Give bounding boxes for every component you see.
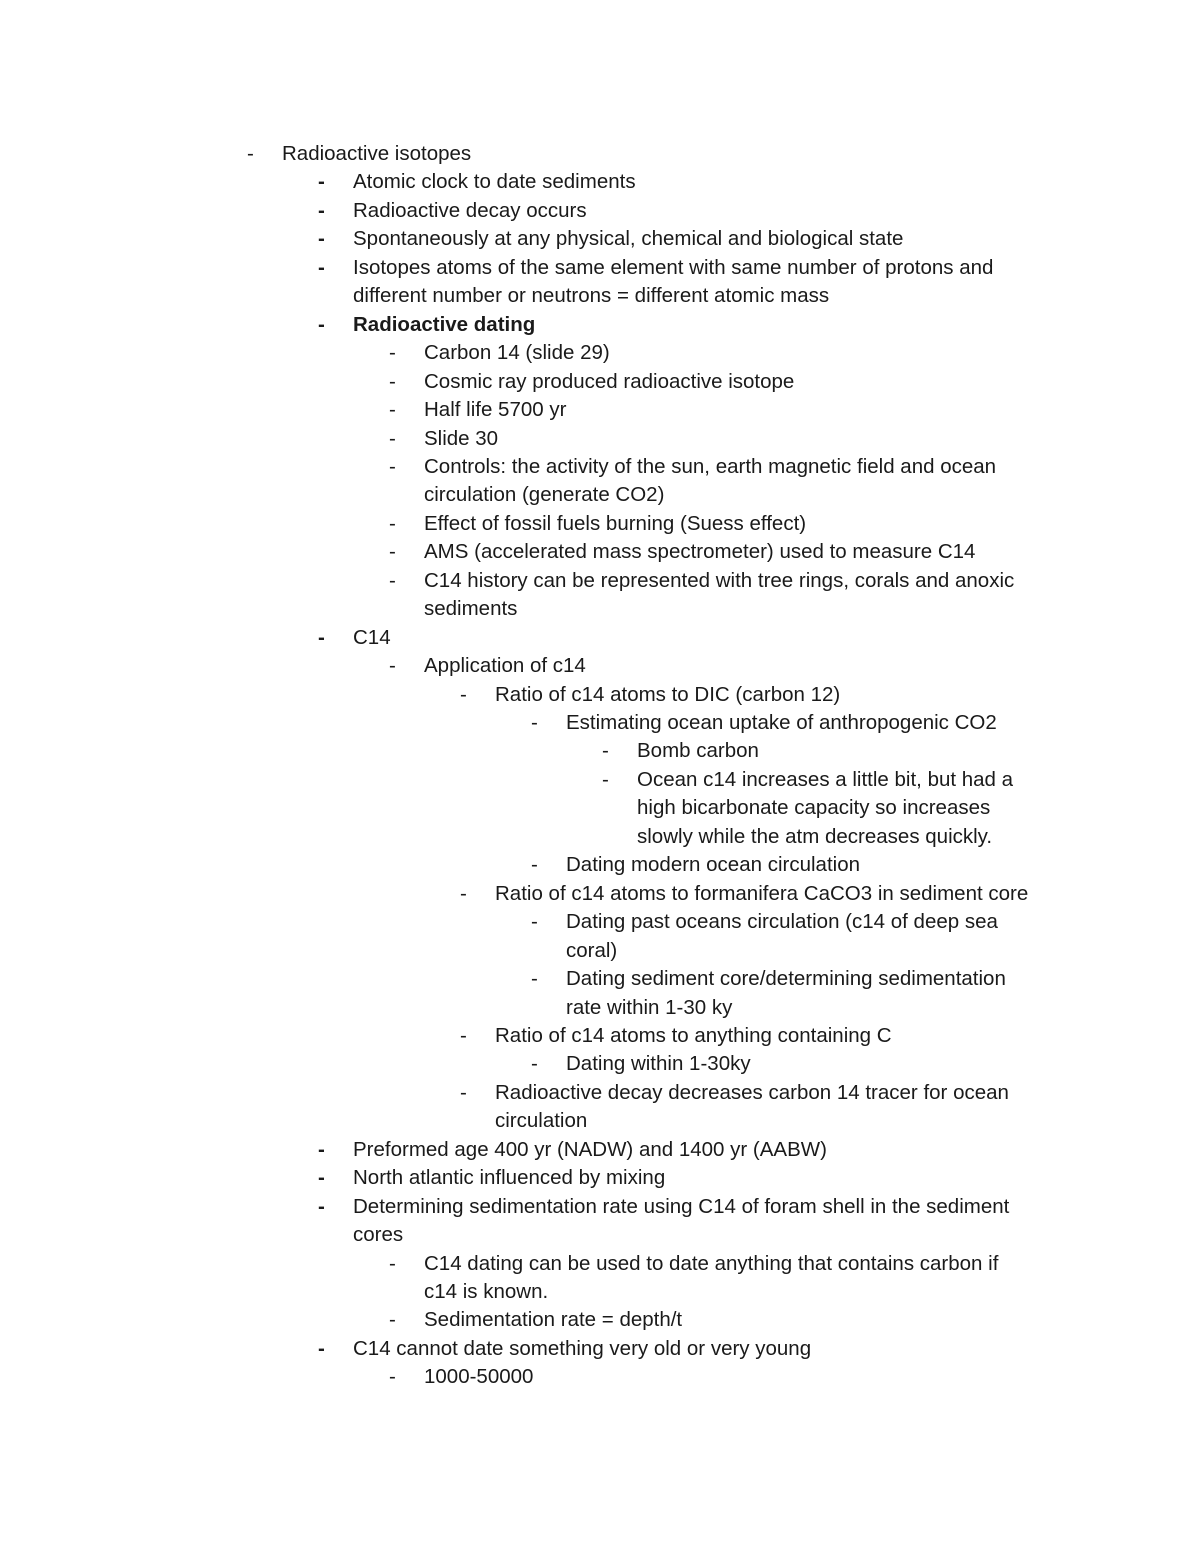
- bullet-dash: -: [318, 255, 325, 279]
- bullet-dash: -: [389, 1308, 396, 1332]
- list-item-text: sediments: [424, 597, 518, 621]
- bullet-dash: -: [389, 654, 396, 678]
- bullet-dash: -: [318, 1137, 325, 1161]
- bullet-dash: -: [389, 1365, 396, 1389]
- list-item-text: North atlantic influenced by mixing: [353, 1166, 666, 1190]
- list-item-text: circulation: [495, 1109, 588, 1133]
- bullet-dash: -: [318, 312, 325, 336]
- list-item-text: C14 dating can be used to date anything that contains carbon if: [424, 1251, 999, 1275]
- list-item-text: Dating past oceans circulation (c14 of deep sea: [566, 910, 998, 934]
- bullet-dash: -: [460, 1023, 467, 1047]
- list-item-text: Controls: the activity of the sun, earth magnetic field and ocean: [424, 454, 997, 478]
- bullet-dash: -: [389, 369, 396, 393]
- list-item-text: C14: [353, 625, 391, 649]
- list-item-text: high bicarbonate capacity so increases: [637, 796, 991, 820]
- list-item-text: coral): [566, 938, 618, 962]
- list-item-text: Atomic clock to date sediments: [353, 170, 636, 194]
- list-item-text: Ratio of c14 atoms to formanifera CaCO3 in sediment core: [495, 881, 1029, 905]
- list-item-text: Application of c14: [424, 654, 586, 678]
- bullet-dash: -: [531, 1052, 538, 1076]
- bullet-dash: -: [460, 881, 467, 905]
- bullet-dash: -: [531, 853, 538, 877]
- list-item-text: Ratio of c14 atoms to anything containing C: [495, 1023, 892, 1047]
- list-item-text: rate within 1-30 ky: [566, 995, 733, 1019]
- bullet-dash: -: [531, 711, 538, 734]
- bullet-dash: -: [531, 910, 538, 934]
- list-item-text: Dating sediment core/determining sedimentation: [566, 967, 1006, 991]
- list-item-text: C14 history can be represented with tree rings, corals and anoxic: [424, 568, 1015, 592]
- bullet-dash: -: [389, 398, 396, 422]
- bullet-dash: -: [460, 682, 467, 706]
- bullet-dash: -: [460, 1080, 467, 1104]
- bullet-dash: -: [389, 426, 396, 450]
- list-item-text: Ratio of c14 atoms to DIC (carbon 12): [495, 682, 841, 706]
- list-item-text: C14 cannot date something very old or very young: [353, 1336, 812, 1360]
- list-item-text: Spontaneously at any physical, chemical and biological state: [353, 227, 904, 251]
- list-item-text: Determining sedimentation rate using C14 of foram shell in the sediment: [353, 1194, 1010, 1218]
- bullet-dash: -: [531, 967, 538, 991]
- bullet-dash: -: [318, 198, 325, 222]
- list-item-text: Effect of fossil fuels burning (Suess effect): [424, 511, 807, 535]
- list-item-text: Preformed age 400 yr (NADW) and 1400 yr (AABW): [353, 1137, 827, 1161]
- list-item-text: Radioactive dating: [353, 312, 536, 336]
- bullet-dash: -: [389, 540, 396, 564]
- list-item-text: Dating within 1-30ky: [566, 1052, 751, 1076]
- list-item-text: Dating modern ocean circulation: [566, 853, 860, 877]
- bullet-dash: -: [318, 1166, 325, 1190]
- bullet-dash: -: [318, 1336, 325, 1360]
- bullet-dash: -: [389, 568, 396, 592]
- list-item-text: Radioactive decay occurs: [353, 198, 587, 222]
- list-item-text: c14 is known.: [424, 1280, 549, 1303]
- bullet-dash: -: [389, 454, 396, 478]
- list-item-text: AMS (accelerated mass spectrometer) used to measure C14: [424, 540, 976, 564]
- bullet-dash: -: [389, 511, 396, 535]
- list-item-text: Radioactive isotopes: [282, 142, 472, 165]
- list-item-text: 1000-50000: [424, 1365, 534, 1389]
- list-item-text: Cosmic ray produced radioactive isotope: [424, 369, 795, 393]
- list-item-text: Half life 5700 yr: [424, 398, 567, 422]
- bullet-dash: -: [602, 739, 609, 763]
- bullet-dash: -: [318, 227, 325, 251]
- bullet-dash: -: [318, 170, 325, 194]
- list-item-text: cores: [353, 1223, 404, 1247]
- list-item-text: Slide 30: [424, 426, 499, 450]
- bullet-dash: -: [318, 625, 325, 649]
- list-item-text: circulation (generate CO2): [424, 483, 665, 507]
- list-item-text: Carbon 14 (slide 29): [424, 341, 610, 365]
- bullet-dash: -: [602, 767, 609, 791]
- bullet-dash: -: [247, 142, 254, 165]
- list-item-text: slowly while the atm decreases quickly.: [637, 824, 993, 848]
- list-item-text: Estimating ocean uptake of anthropogenic CO2: [566, 711, 997, 734]
- list-item-text: different number or neutrons = different atomic mass: [353, 284, 830, 308]
- bullet-dash: -: [389, 1251, 396, 1275]
- list-item-text: Sedimentation rate = depth/t: [424, 1308, 683, 1332]
- list-item-text: Bomb carbon: [637, 739, 759, 763]
- list-item-text: Isotopes atoms of the same element with same number of protons and: [353, 255, 994, 279]
- bullet-dash: -: [318, 1194, 325, 1218]
- list-item-text: Ocean c14 increases a little bit, but had a: [637, 767, 1014, 791]
- bullet-dash: -: [389, 341, 396, 365]
- list-item-text: Radioactive decay decreases carbon 14 tracer for ocean: [495, 1080, 1009, 1104]
